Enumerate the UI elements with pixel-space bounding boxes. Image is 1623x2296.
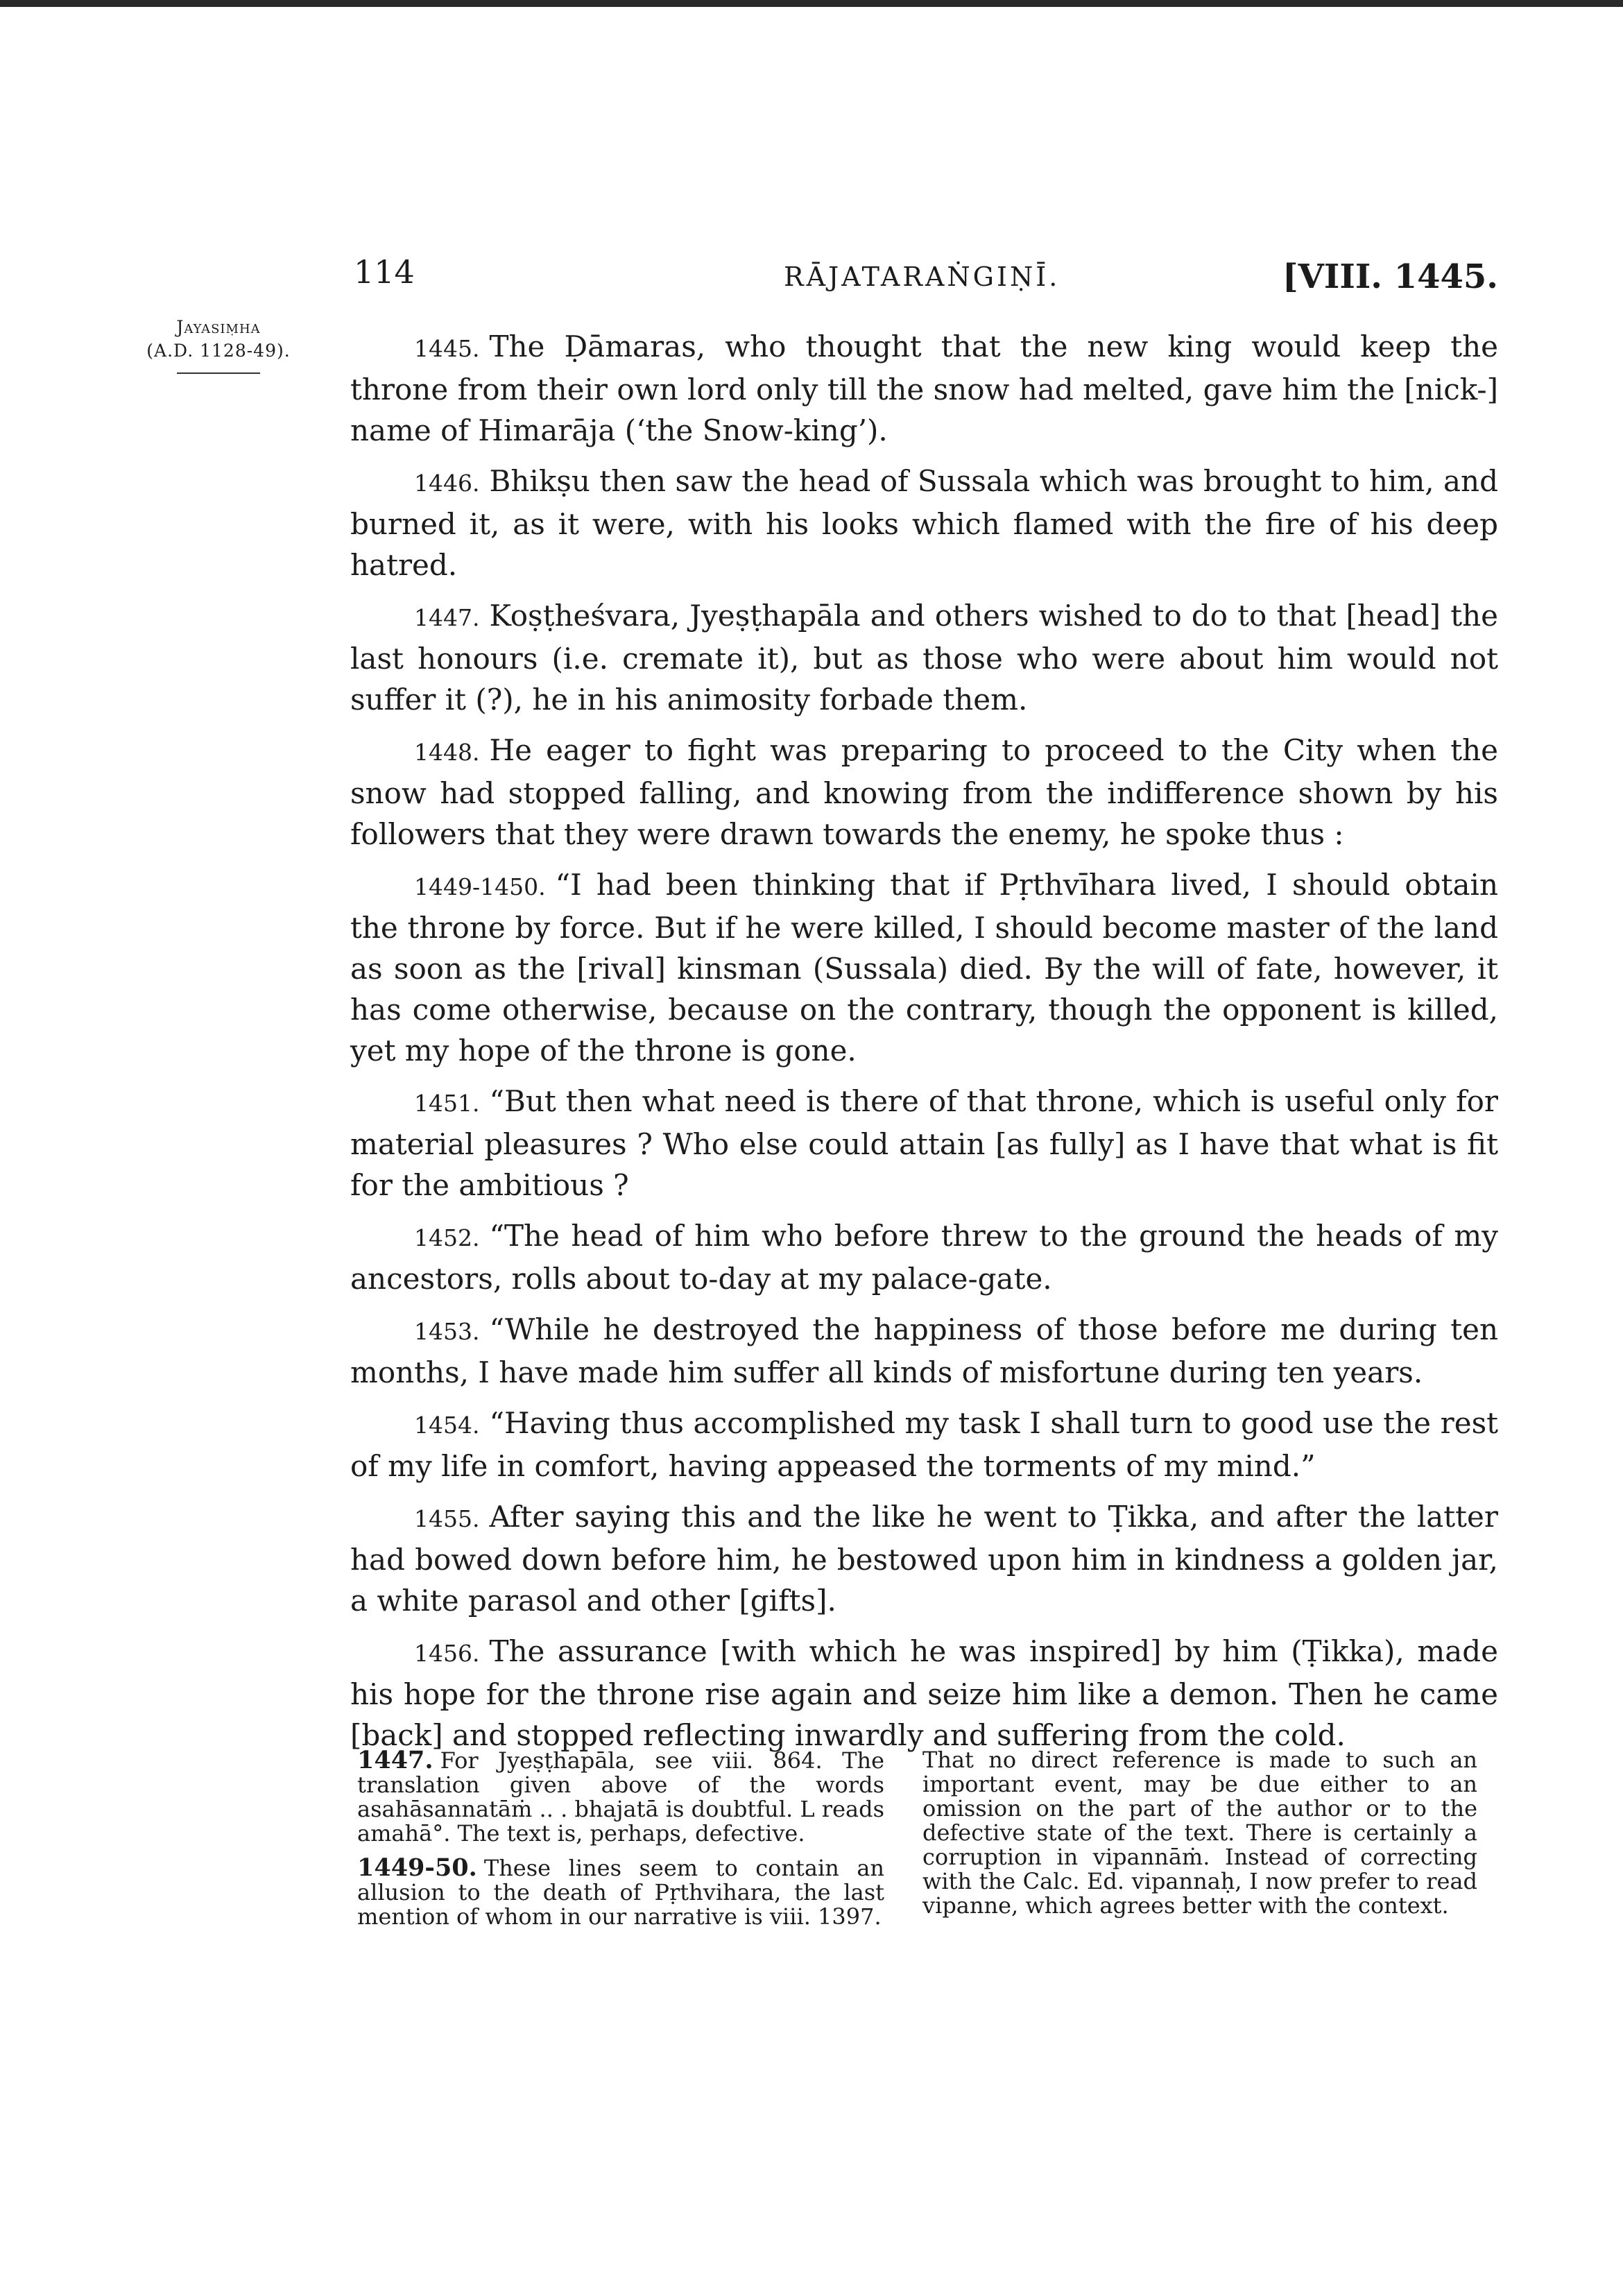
verse-text: “I had been thinking that if Pṛthvīhara lived, I should obtain the throne by force. But if he were killed, I should become master of the land as soon as the [rival] kinsman (Sussala) died. By the will of fate, however, it has come otherwise, because on the contrary, though the opponent is killed, yet my hope of the throne is gone. — [350, 868, 1498, 1068]
verse — [350, 864, 1498, 1071]
verse-number: 1452. — [414, 1224, 480, 1251]
footnote — [357, 1853, 884, 1930]
verse — [350, 1309, 1498, 1393]
footnotes-left-column — [357, 1748, 884, 1939]
verse — [350, 1215, 1498, 1299]
verse-number: 1456. — [414, 1640, 480, 1667]
verse-number: 1447. — [414, 604, 480, 631]
verse-text: Koṣṭheśvara, Jyeṣṭhapāla and others wished to do to that [head] the last honours (i.e. cremate it), but as those who were about him would not suffer it (?), he in his animosity forbade them. — [350, 599, 1498, 717]
verse-number: 1446. — [414, 470, 480, 497]
verse-number: 1449-1450. — [414, 873, 546, 900]
running-head — [354, 253, 1498, 309]
verse-text: After saying this and the like he went to Ṭikka, and after the latter had bowed down before him, he bestowed upon him in kindness a golden jar, a white parasol and other [gifts]. — [350, 1500, 1498, 1618]
verse — [350, 1081, 1498, 1206]
verse-text: Bhikṣu then saw the head of Sussala which was brought to him, and burned it, as it were, with his looks which flamed with the fire of his deep hatred. — [350, 464, 1498, 582]
page-number: 114 — [354, 253, 415, 291]
verse-text: “While he destroyed the happiness of those before me during ten months, I have made him suffer all kinds of misfortune during ten years. — [350, 1312, 1498, 1389]
footnote-text: For Jyeṣṭhapāla, see viii. 864. The translation given above of the words asahāsannatāṁ .. . bhajatā is doubtful. L reads amahā°. The text is, perhaps, defective. — [357, 1747, 884, 1847]
verse-number: 1454. — [414, 1412, 480, 1439]
verse-number: 1445. — [414, 335, 480, 362]
verse-number: 1453. — [414, 1318, 480, 1345]
verse-text: “Having thus accomplished my task I shall turn to good use the rest of my life in comfort, having appeased the torments of my mind.” — [350, 1406, 1498, 1483]
verse-text: He eager to fight was preparing to proceed to the City when the snow had stopped falling, and knowing from the indifference shown by his followers that they were drawn towards the enemy, he spoke thus : — [350, 733, 1498, 851]
running-title: RĀJATARAṄGIṆĪ. — [784, 262, 1060, 292]
margin-king-name: Jayasiṃha — [176, 317, 261, 337]
verse-number: 1451. — [414, 1090, 480, 1117]
top-border — [0, 0, 1623, 7]
section-reference: [VIII. 1445. — [1282, 257, 1498, 296]
footnote-text: These lines seem to contain an allusion to the death of Pṛthvihara, the last mention of whom in our narrative is viii. 1397. — [357, 1855, 884, 1930]
verse — [350, 461, 1498, 585]
verse-text: The Ḍāmaras, who thought that the new king would keep the throne from their own lord only till the snow had melted, gave him the [nick-] name of Himarāja (‘the Snow-king’). — [350, 329, 1498, 447]
verse-text: “The head of him who before threw to the ground the heads of my ancestors, rolls about to-day at my palace-gate. — [350, 1219, 1498, 1296]
verse — [350, 595, 1498, 720]
footnotes-right-column — [922, 1748, 1477, 1928]
verse — [350, 1496, 1498, 1621]
footnote-number: 1447. — [357, 1746, 433, 1774]
verse-number: 1448. — [414, 739, 480, 766]
footnote-continuation: That no direct reference is made to such an important event, may be due either to an omission on the part of the author or to the defective state of the text. There is certainly a corruption in vipannāṁ. Instead of correcting with the Calc. Ed. vipannaḥ, I now prefer to read vipanne, which agrees better with the context. — [922, 1747, 1477, 1919]
footnote-number: 1449-50. — [357, 1853, 477, 1882]
main-text — [350, 326, 1498, 1765]
margin-years: (A.D. 1128-49). — [146, 341, 291, 361]
margin-rule — [177, 372, 260, 374]
marginal-note — [128, 316, 309, 374]
verse — [350, 730, 1498, 855]
verse — [350, 1403, 1498, 1487]
verse-text: “But then what need is there of that throne, which is useful only for material pleasures ? Who else could attain [as fully] as I have that what is fit for the ambitious ? — [350, 1084, 1498, 1202]
verse — [350, 1631, 1498, 1756]
verse — [350, 326, 1498, 451]
verse-text: The assurance [with which he was inspired] by him (Ṭikka), made his hope for the throne rise again and seize him like a demon. Then he came [back] and stopped reflecting inwardly and suffering from the cold. — [350, 1634, 1498, 1752]
verse-number: 1455. — [414, 1505, 480, 1532]
footnote — [357, 1748, 884, 1846]
